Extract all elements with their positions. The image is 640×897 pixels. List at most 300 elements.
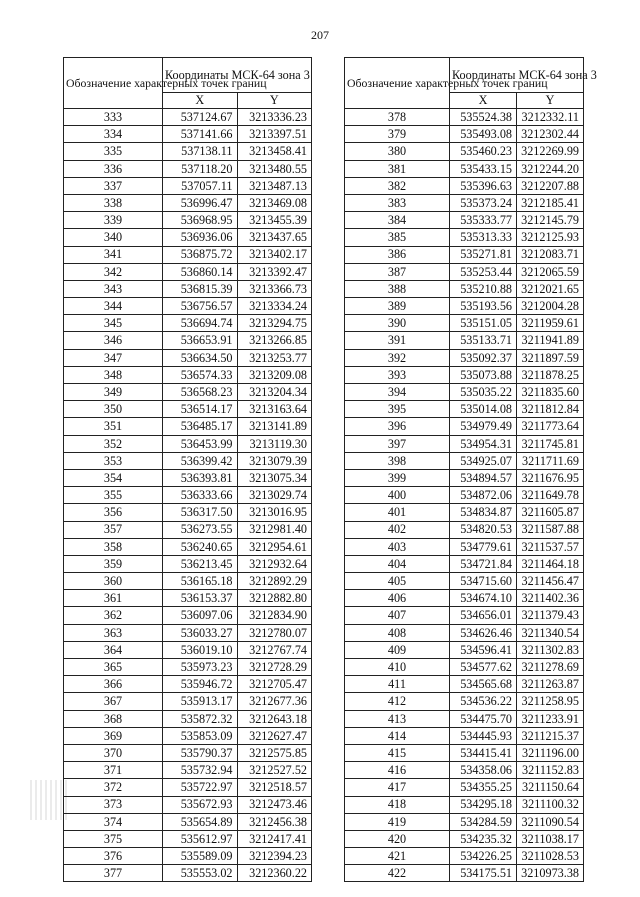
y-coordinate-cell: 3212728.29 xyxy=(237,659,312,676)
point-number-cell: 367 xyxy=(64,693,163,710)
y-coordinate-cell: 3211464.18 xyxy=(517,555,584,572)
point-number-cell: 375 xyxy=(64,830,163,847)
table-row xyxy=(345,469,584,486)
point-number-cell: 404 xyxy=(345,555,450,572)
point-number-cell: 338 xyxy=(64,194,163,211)
x-coordinate-cell: 535946.72 xyxy=(163,676,238,693)
point-number-cell: 418 xyxy=(345,796,450,813)
y-coordinate-cell: 3212269.99 xyxy=(517,143,584,160)
table-row xyxy=(64,194,312,211)
table-row xyxy=(345,418,584,435)
y-coordinate-cell: 3213487.13 xyxy=(237,177,312,194)
point-number-cell: 387 xyxy=(345,263,450,280)
x-coordinate-cell: 535151.05 xyxy=(450,315,517,332)
table-row xyxy=(345,263,584,280)
table-row xyxy=(345,298,584,315)
point-number-cell: 401 xyxy=(345,504,450,521)
point-number-cell: 390 xyxy=(345,315,450,332)
y-coordinate-cell: 3211456.47 xyxy=(517,573,584,590)
point-number-cell: 389 xyxy=(345,298,450,315)
y-coordinate-cell: 3211233.91 xyxy=(517,710,584,727)
table-row xyxy=(64,109,312,126)
point-number-cell: 363 xyxy=(64,624,163,641)
table-row xyxy=(345,521,584,538)
table-row xyxy=(345,487,584,504)
table-row xyxy=(64,469,312,486)
x-coordinate-cell: 534536.22 xyxy=(450,693,517,710)
point-number-cell: 344 xyxy=(64,298,163,315)
header-point-label: Обозначение характерных точек границ xyxy=(345,58,450,109)
y-coordinate-cell: 3212518.57 xyxy=(237,779,312,796)
table-row xyxy=(64,744,312,761)
x-coordinate-cell: 536240.65 xyxy=(163,538,238,555)
y-coordinate-cell: 3212332.11 xyxy=(517,109,584,126)
x-coordinate-cell: 536153.37 xyxy=(163,590,238,607)
x-coordinate-cell: 535253.44 xyxy=(450,263,517,280)
y-coordinate-cell: 3213366.73 xyxy=(237,280,312,297)
x-coordinate-cell: 536097.06 xyxy=(163,607,238,624)
table-row xyxy=(64,555,312,572)
table-row xyxy=(345,744,584,761)
y-coordinate-cell: 3212677.36 xyxy=(237,693,312,710)
x-coordinate-cell: 536634.50 xyxy=(163,349,238,366)
point-number-cell: 346 xyxy=(64,332,163,349)
table-row xyxy=(64,246,312,263)
y-coordinate-cell: 3213075.34 xyxy=(237,469,312,486)
x-coordinate-cell: 535612.97 xyxy=(163,830,238,847)
table-row xyxy=(345,555,584,572)
x-coordinate-cell: 535732.94 xyxy=(163,762,238,779)
x-coordinate-cell: 536514.17 xyxy=(163,401,238,418)
y-coordinate-cell: 3211152.83 xyxy=(517,762,584,779)
x-coordinate-cell: 534820.53 xyxy=(450,521,517,538)
table-row xyxy=(64,813,312,830)
y-coordinate-cell: 3213119.30 xyxy=(237,435,312,452)
point-number-cell: 414 xyxy=(345,727,450,744)
point-number-cell: 365 xyxy=(64,659,163,676)
table-row xyxy=(64,659,312,676)
point-number-cell: 366 xyxy=(64,676,163,693)
point-number-cell: 362 xyxy=(64,607,163,624)
point-number-cell: 350 xyxy=(64,401,163,418)
table-row xyxy=(345,830,584,847)
scan-smudge xyxy=(30,780,70,820)
point-number-cell: 412 xyxy=(345,693,450,710)
table-row xyxy=(345,246,584,263)
y-coordinate-cell: 3212780.07 xyxy=(237,624,312,641)
x-coordinate-cell: 534656.01 xyxy=(450,607,517,624)
table-row xyxy=(64,521,312,538)
x-coordinate-cell: 534445.93 xyxy=(450,727,517,744)
x-coordinate-cell: 537124.67 xyxy=(163,109,238,126)
table-row xyxy=(64,848,312,865)
table-row xyxy=(345,641,584,658)
y-coordinate-cell: 3213209.08 xyxy=(237,366,312,383)
x-coordinate-cell: 535493.08 xyxy=(450,126,517,143)
point-number-cell: 402 xyxy=(345,521,450,538)
table-row xyxy=(64,641,312,658)
point-number-cell: 416 xyxy=(345,762,450,779)
table-row xyxy=(345,109,584,126)
y-coordinate-cell: 3212892.29 xyxy=(237,573,312,590)
y-coordinate-cell: 3212643.18 xyxy=(237,710,312,727)
y-coordinate-cell: 3213253.77 xyxy=(237,349,312,366)
point-number-cell: 341 xyxy=(64,246,163,263)
point-number-cell: 376 xyxy=(64,848,163,865)
y-coordinate-cell: 3211196.00 xyxy=(517,744,584,761)
point-number-cell: 422 xyxy=(345,865,450,882)
point-number-cell: 370 xyxy=(64,744,163,761)
x-coordinate-cell: 536033.27 xyxy=(163,624,238,641)
y-coordinate-cell: 3211959.61 xyxy=(517,315,584,332)
y-coordinate-cell: 3212954.61 xyxy=(237,538,312,555)
x-coordinate-cell: 536936.06 xyxy=(163,229,238,246)
table-row xyxy=(345,659,584,676)
x-coordinate-cell: 534834.87 xyxy=(450,504,517,521)
point-number-cell: 420 xyxy=(345,830,450,847)
table-row xyxy=(64,624,312,641)
y-coordinate-cell: 3213455.39 xyxy=(237,212,312,229)
x-coordinate-cell: 534721.84 xyxy=(450,555,517,572)
coordinates-table-left xyxy=(63,57,312,882)
point-number-cell: 359 xyxy=(64,555,163,572)
x-coordinate-cell: 536968.95 xyxy=(163,212,238,229)
table-row xyxy=(64,366,312,383)
point-number-cell: 354 xyxy=(64,469,163,486)
point-number-cell: 379 xyxy=(345,126,450,143)
table-row xyxy=(345,401,584,418)
y-coordinate-cell: 3211897.59 xyxy=(517,349,584,366)
x-coordinate-cell: 535672.93 xyxy=(163,796,238,813)
x-coordinate-cell: 536875.72 xyxy=(163,246,238,263)
table-row xyxy=(345,229,584,246)
x-coordinate-cell: 535553.02 xyxy=(163,865,238,882)
x-coordinate-cell: 535092.37 xyxy=(450,349,517,366)
y-coordinate-cell: 3213294.75 xyxy=(237,315,312,332)
y-coordinate-cell: 3213079.39 xyxy=(237,452,312,469)
y-coordinate-cell: 3211215.37 xyxy=(517,727,584,744)
point-number-cell: 409 xyxy=(345,641,450,658)
y-coordinate-cell: 3211340.54 xyxy=(517,624,584,641)
y-coordinate-cell: 3211587.88 xyxy=(517,521,584,538)
header-y-label: Y xyxy=(237,93,312,109)
table-row xyxy=(64,126,312,143)
point-number-cell: 334 xyxy=(64,126,163,143)
point-number-cell: 388 xyxy=(345,280,450,297)
y-coordinate-cell: 3213402.17 xyxy=(237,246,312,263)
table-row xyxy=(64,212,312,229)
point-number-cell: 419 xyxy=(345,813,450,830)
point-number-cell: 407 xyxy=(345,607,450,624)
table-row xyxy=(345,194,584,211)
y-coordinate-cell: 3210973.38 xyxy=(517,865,584,882)
point-number-cell: 368 xyxy=(64,710,163,727)
y-coordinate-cell: 3213480.55 xyxy=(237,160,312,177)
point-number-cell: 399 xyxy=(345,469,450,486)
y-coordinate-cell: 3211812.84 xyxy=(517,401,584,418)
point-number-cell: 372 xyxy=(64,779,163,796)
y-coordinate-cell: 3212932.64 xyxy=(237,555,312,572)
y-coordinate-cell: 3213336.23 xyxy=(237,109,312,126)
point-number-cell: 410 xyxy=(345,659,450,676)
table-row xyxy=(64,280,312,297)
y-coordinate-cell: 3211711.69 xyxy=(517,452,584,469)
y-coordinate-cell: 3212394.23 xyxy=(237,848,312,865)
point-number-cell: 381 xyxy=(345,160,450,177)
y-coordinate-cell: 3211379.43 xyxy=(517,607,584,624)
table-row xyxy=(64,676,312,693)
y-coordinate-cell: 3211537.57 xyxy=(517,538,584,555)
y-coordinate-cell: 3213458.41 xyxy=(237,143,312,160)
point-number-cell: 347 xyxy=(64,349,163,366)
table-row xyxy=(64,143,312,160)
x-coordinate-cell: 534235.32 xyxy=(450,830,517,847)
point-number-cell: 382 xyxy=(345,177,450,194)
y-coordinate-cell: 3212527.52 xyxy=(237,762,312,779)
x-coordinate-cell: 534175.51 xyxy=(450,865,517,882)
point-number-cell: 405 xyxy=(345,573,450,590)
y-coordinate-cell: 3212244.20 xyxy=(517,160,584,177)
table-row xyxy=(345,280,584,297)
table-row xyxy=(64,263,312,280)
table-row xyxy=(64,177,312,194)
point-number-cell: 396 xyxy=(345,418,450,435)
y-coordinate-cell: 3213397.51 xyxy=(237,126,312,143)
point-number-cell: 398 xyxy=(345,452,450,469)
x-coordinate-cell: 535271.81 xyxy=(450,246,517,263)
point-number-cell: 360 xyxy=(64,573,163,590)
table-row xyxy=(345,624,584,641)
point-number-cell: 348 xyxy=(64,366,163,383)
point-number-cell: 415 xyxy=(345,744,450,761)
point-number-cell: 343 xyxy=(64,280,163,297)
point-number-cell: 400 xyxy=(345,487,450,504)
x-coordinate-cell: 534295.18 xyxy=(450,796,517,813)
table-row xyxy=(64,693,312,710)
x-coordinate-cell: 535460.23 xyxy=(450,143,517,160)
point-number-cell: 392 xyxy=(345,349,450,366)
table-row xyxy=(345,384,584,401)
x-coordinate-cell: 534565.68 xyxy=(450,676,517,693)
point-number-cell: 369 xyxy=(64,727,163,744)
y-coordinate-cell: 3212083.71 xyxy=(517,246,584,263)
point-number-cell: 355 xyxy=(64,487,163,504)
page-number: 207 xyxy=(311,28,329,42)
y-coordinate-cell: 3211263.87 xyxy=(517,676,584,693)
x-coordinate-cell: 534894.57 xyxy=(450,469,517,486)
y-coordinate-cell: 3212473.46 xyxy=(237,796,312,813)
point-number-cell: 339 xyxy=(64,212,163,229)
table-row xyxy=(345,349,584,366)
x-coordinate-cell: 536453.99 xyxy=(163,435,238,452)
table-row xyxy=(345,676,584,693)
x-coordinate-cell: 534979.49 xyxy=(450,418,517,435)
y-coordinate-cell: 3211878.25 xyxy=(517,366,584,383)
table-row xyxy=(345,796,584,813)
y-coordinate-cell: 3211028.53 xyxy=(517,848,584,865)
table-row xyxy=(345,435,584,452)
x-coordinate-cell: 537057.11 xyxy=(163,177,238,194)
table-row xyxy=(64,865,312,882)
table-row xyxy=(64,727,312,744)
point-number-cell: 406 xyxy=(345,590,450,607)
x-coordinate-cell: 536574.33 xyxy=(163,366,238,383)
x-coordinate-cell: 535913.17 xyxy=(163,693,238,710)
point-number-cell: 421 xyxy=(345,848,450,865)
table-row xyxy=(64,796,312,813)
x-coordinate-cell: 534415.41 xyxy=(450,744,517,761)
point-number-cell: 384 xyxy=(345,212,450,229)
x-coordinate-cell: 535035.22 xyxy=(450,384,517,401)
point-number-cell: 358 xyxy=(64,538,163,555)
x-coordinate-cell: 534872.06 xyxy=(450,487,517,504)
y-coordinate-cell: 3212705.47 xyxy=(237,676,312,693)
x-coordinate-cell: 534226.25 xyxy=(450,848,517,865)
point-number-cell: 385 xyxy=(345,229,450,246)
point-number-cell: 356 xyxy=(64,504,163,521)
point-number-cell: 371 xyxy=(64,762,163,779)
x-coordinate-cell: 536165.18 xyxy=(163,573,238,590)
y-coordinate-cell: 3213029.74 xyxy=(237,487,312,504)
table-row xyxy=(345,504,584,521)
table-row xyxy=(64,504,312,521)
y-coordinate-cell: 3211773.64 xyxy=(517,418,584,435)
x-coordinate-cell: 536694.74 xyxy=(163,315,238,332)
y-coordinate-cell: 3212185.41 xyxy=(517,194,584,211)
x-coordinate-cell: 535193.56 xyxy=(450,298,517,315)
x-coordinate-cell: 536756.57 xyxy=(163,298,238,315)
x-coordinate-cell: 535073.88 xyxy=(450,366,517,383)
y-coordinate-cell: 3212207.88 xyxy=(517,177,584,194)
table-row xyxy=(64,830,312,847)
table-row xyxy=(64,160,312,177)
table-row xyxy=(345,813,584,830)
x-coordinate-cell: 534674.10 xyxy=(450,590,517,607)
x-coordinate-cell: 534626.46 xyxy=(450,624,517,641)
x-coordinate-cell: 536273.55 xyxy=(163,521,238,538)
table-row xyxy=(345,693,584,710)
y-coordinate-cell: 3212882.80 xyxy=(237,590,312,607)
y-coordinate-cell: 3212767.74 xyxy=(237,641,312,658)
x-coordinate-cell: 535524.38 xyxy=(450,109,517,126)
x-coordinate-cell: 536815.39 xyxy=(163,280,238,297)
table-row xyxy=(345,315,584,332)
point-number-cell: 333 xyxy=(64,109,163,126)
point-number-cell: 380 xyxy=(345,143,450,160)
table-row xyxy=(345,779,584,796)
y-coordinate-cell: 3213266.85 xyxy=(237,332,312,349)
y-coordinate-cell: 3212417.41 xyxy=(237,830,312,847)
table-row xyxy=(64,229,312,246)
x-coordinate-cell: 534577.62 xyxy=(450,659,517,676)
x-coordinate-cell: 536860.14 xyxy=(163,263,238,280)
table-row xyxy=(345,366,584,383)
x-coordinate-cell: 535433.15 xyxy=(450,160,517,177)
y-coordinate-cell: 3212004.28 xyxy=(517,298,584,315)
x-coordinate-cell: 534715.60 xyxy=(450,573,517,590)
header-x-label: X xyxy=(450,93,517,109)
table-row xyxy=(64,538,312,555)
y-coordinate-cell: 3211605.87 xyxy=(517,504,584,521)
point-number-cell: 361 xyxy=(64,590,163,607)
table-row xyxy=(64,435,312,452)
point-number-cell: 378 xyxy=(345,109,450,126)
table-row xyxy=(64,418,312,435)
x-coordinate-cell: 535396.63 xyxy=(450,177,517,194)
y-coordinate-cell: 3211302.83 xyxy=(517,641,584,658)
x-coordinate-cell: 535722.97 xyxy=(163,779,238,796)
table-row xyxy=(345,865,584,882)
x-coordinate-cell: 536399.42 xyxy=(163,452,238,469)
x-coordinate-cell: 535790.37 xyxy=(163,744,238,761)
table-row xyxy=(64,779,312,796)
point-number-cell: 403 xyxy=(345,538,450,555)
y-coordinate-cell: 3212981.40 xyxy=(237,521,312,538)
x-coordinate-cell: 536019.10 xyxy=(163,641,238,658)
point-number-cell: 353 xyxy=(64,452,163,469)
table-row xyxy=(64,401,312,418)
coordinates-table-right xyxy=(344,57,597,882)
point-number-cell: 352 xyxy=(64,435,163,452)
y-coordinate-cell: 3211100.32 xyxy=(517,796,584,813)
x-coordinate-cell: 537118.20 xyxy=(163,160,238,177)
x-coordinate-cell: 536996.47 xyxy=(163,194,238,211)
point-number-cell: 345 xyxy=(64,315,163,332)
table-row xyxy=(64,590,312,607)
table-row xyxy=(345,212,584,229)
x-coordinate-cell: 537141.66 xyxy=(163,126,238,143)
point-number-cell: 336 xyxy=(64,160,163,177)
x-coordinate-cell: 536213.45 xyxy=(163,555,238,572)
x-coordinate-cell: 534358.06 xyxy=(450,762,517,779)
point-number-cell: 340 xyxy=(64,229,163,246)
header-x-label: X xyxy=(163,93,238,109)
table-row xyxy=(64,573,312,590)
header-y-label: Y xyxy=(517,93,584,109)
table-row xyxy=(345,762,584,779)
table-row xyxy=(345,143,584,160)
y-coordinate-cell: 3212125.93 xyxy=(517,229,584,246)
point-number-cell: 342 xyxy=(64,263,163,280)
header-coords-label: Координаты МСК-64 зона 3 xyxy=(450,58,584,93)
point-number-cell: 411 xyxy=(345,676,450,693)
y-coordinate-cell: 3212456.38 xyxy=(237,813,312,830)
y-coordinate-cell: 3213437.65 xyxy=(237,229,312,246)
y-coordinate-cell: 3211941.89 xyxy=(517,332,584,349)
y-coordinate-cell: 3213334.24 xyxy=(237,298,312,315)
y-coordinate-cell: 3211676.95 xyxy=(517,469,584,486)
table-row xyxy=(345,126,584,143)
x-coordinate-cell: 535333.77 xyxy=(450,212,517,229)
x-coordinate-cell: 535133.71 xyxy=(450,332,517,349)
table-row xyxy=(345,607,584,624)
table-row xyxy=(345,160,584,177)
table-row xyxy=(64,349,312,366)
x-coordinate-cell: 537138.11 xyxy=(163,143,238,160)
point-number-cell: 395 xyxy=(345,401,450,418)
x-coordinate-cell: 536317.50 xyxy=(163,504,238,521)
x-coordinate-cell: 535589.09 xyxy=(163,848,238,865)
y-coordinate-cell: 3213163.64 xyxy=(237,401,312,418)
table-row xyxy=(64,298,312,315)
y-coordinate-cell: 3211649.78 xyxy=(517,487,584,504)
x-coordinate-cell: 534596.41 xyxy=(450,641,517,658)
y-coordinate-cell: 3212627.47 xyxy=(237,727,312,744)
point-number-cell: 364 xyxy=(64,641,163,658)
table-row xyxy=(64,487,312,504)
point-number-cell: 373 xyxy=(64,796,163,813)
table-row xyxy=(345,177,584,194)
